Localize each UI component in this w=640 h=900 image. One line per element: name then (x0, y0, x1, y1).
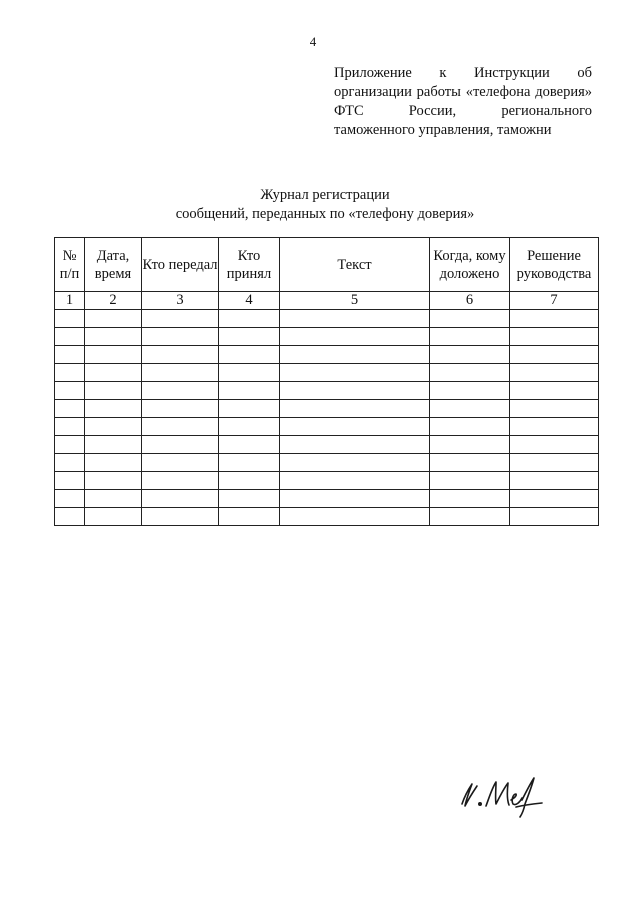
table-cell (430, 346, 510, 364)
column-number: 4 (219, 292, 280, 310)
column-header-decision: Решение руководства (510, 238, 599, 292)
table-cell (85, 310, 142, 328)
table-cell (55, 454, 85, 472)
table-cell (85, 400, 142, 418)
column-number: 7 (510, 292, 599, 310)
table-row (55, 508, 599, 526)
column-header-date-time: Дата, время (85, 238, 142, 292)
table-cell (219, 490, 280, 508)
table-cell (430, 418, 510, 436)
table-cell (142, 310, 219, 328)
table-cell (142, 472, 219, 490)
table-cell (510, 400, 599, 418)
column-number-row (55, 292, 599, 310)
table-cell (219, 508, 280, 526)
table-row (55, 328, 599, 346)
table-cell (142, 436, 219, 454)
table-cell (510, 418, 599, 436)
table-cell (55, 400, 85, 418)
table-cell (85, 436, 142, 454)
table-cell (510, 454, 599, 472)
table-cell (430, 490, 510, 508)
table-cell (85, 346, 142, 364)
table-cell (510, 472, 599, 490)
table-cell (280, 418, 430, 436)
table-cell (55, 382, 85, 400)
table-cell (280, 328, 430, 346)
table-cell (85, 418, 142, 436)
table-cell (510, 346, 599, 364)
table-cell (55, 346, 85, 364)
table-cell (430, 364, 510, 382)
table-cell (280, 436, 430, 454)
table-cell (142, 364, 219, 382)
table-cell (142, 418, 219, 436)
table-cell (280, 310, 430, 328)
table-cell (142, 400, 219, 418)
table-cell (85, 508, 142, 526)
table-cell (55, 436, 85, 454)
table-cell (85, 328, 142, 346)
table-row (55, 382, 599, 400)
table-cell (142, 328, 219, 346)
table-cell (142, 508, 219, 526)
table-cell (142, 490, 219, 508)
table-row (55, 364, 599, 382)
header-row (55, 238, 599, 292)
journal-table (54, 237, 599, 526)
table-row (55, 472, 599, 490)
table-cell (430, 472, 510, 490)
table-cell (142, 382, 219, 400)
table-cell (219, 310, 280, 328)
table-cell (430, 328, 510, 346)
table-cell (430, 310, 510, 328)
journal-title-line-1: Журнал регистрации (260, 187, 390, 203)
table-cell (510, 364, 599, 382)
column-number: 2 (85, 292, 142, 310)
table-row (55, 418, 599, 436)
table-cell (430, 382, 510, 400)
table-cell (85, 454, 142, 472)
table-cell (280, 400, 430, 418)
table-cell (510, 490, 599, 508)
column-number: 1 (55, 292, 85, 310)
table-cell (430, 400, 510, 418)
table-cell (142, 346, 219, 364)
column-header-sender: Кто передал (142, 238, 219, 292)
table-cell (142, 454, 219, 472)
table-cell (55, 364, 85, 382)
column-number: 6 (430, 292, 510, 310)
column-header-text: Текст (280, 238, 430, 292)
appendix-note: Приложение к Инструкции об организации работы «телефона доверия» ФТС России, регионального таможенного управления, таможни (334, 65, 592, 138)
column-header-receiver: Кто принял (219, 238, 280, 292)
journal-title (0, 186, 640, 224)
table-cell (510, 310, 599, 328)
table-cell (219, 346, 280, 364)
table-cell (55, 310, 85, 328)
column-number: 5 (280, 292, 430, 310)
page-number: 4 (309, 34, 317, 49)
table-cell (219, 472, 280, 490)
signature-image (456, 774, 546, 818)
table-cell (510, 436, 599, 454)
column-header-reported: Когда, кому доложено (430, 238, 510, 292)
table-cell (280, 346, 430, 364)
table-cell (85, 490, 142, 508)
table-cell (85, 382, 142, 400)
table-row (55, 490, 599, 508)
table-cell (219, 400, 280, 418)
table-cell (219, 436, 280, 454)
table-cell (280, 454, 430, 472)
table-cell (219, 328, 280, 346)
table-row (55, 436, 599, 454)
table-row (55, 454, 599, 472)
table-row (55, 346, 599, 364)
table-cell (280, 364, 430, 382)
table-cell (510, 328, 599, 346)
table-cell (219, 454, 280, 472)
table-cell (280, 472, 430, 490)
table-cell (280, 490, 430, 508)
table-cell (85, 472, 142, 490)
column-number: 3 (142, 292, 219, 310)
column-header-number: № п/п (55, 238, 85, 292)
table-cell (510, 382, 599, 400)
table-cell (219, 418, 280, 436)
table-row (55, 400, 599, 418)
table-row (55, 310, 599, 328)
table-cell (219, 382, 280, 400)
table-cell (219, 364, 280, 382)
table-cell (280, 382, 430, 400)
table-cell (55, 490, 85, 508)
table-cell (430, 508, 510, 526)
journal-title-line-2: сообщений, переданных по «телефону доверия» (175, 206, 475, 222)
table-cell (55, 328, 85, 346)
table-cell (430, 436, 510, 454)
table-cell (55, 418, 85, 436)
table-cell (280, 508, 430, 526)
table-cell (510, 508, 599, 526)
journal-body (55, 310, 599, 526)
table-cell (55, 508, 85, 526)
table-cell (55, 472, 85, 490)
table-cell (85, 364, 142, 382)
table-cell (430, 454, 510, 472)
